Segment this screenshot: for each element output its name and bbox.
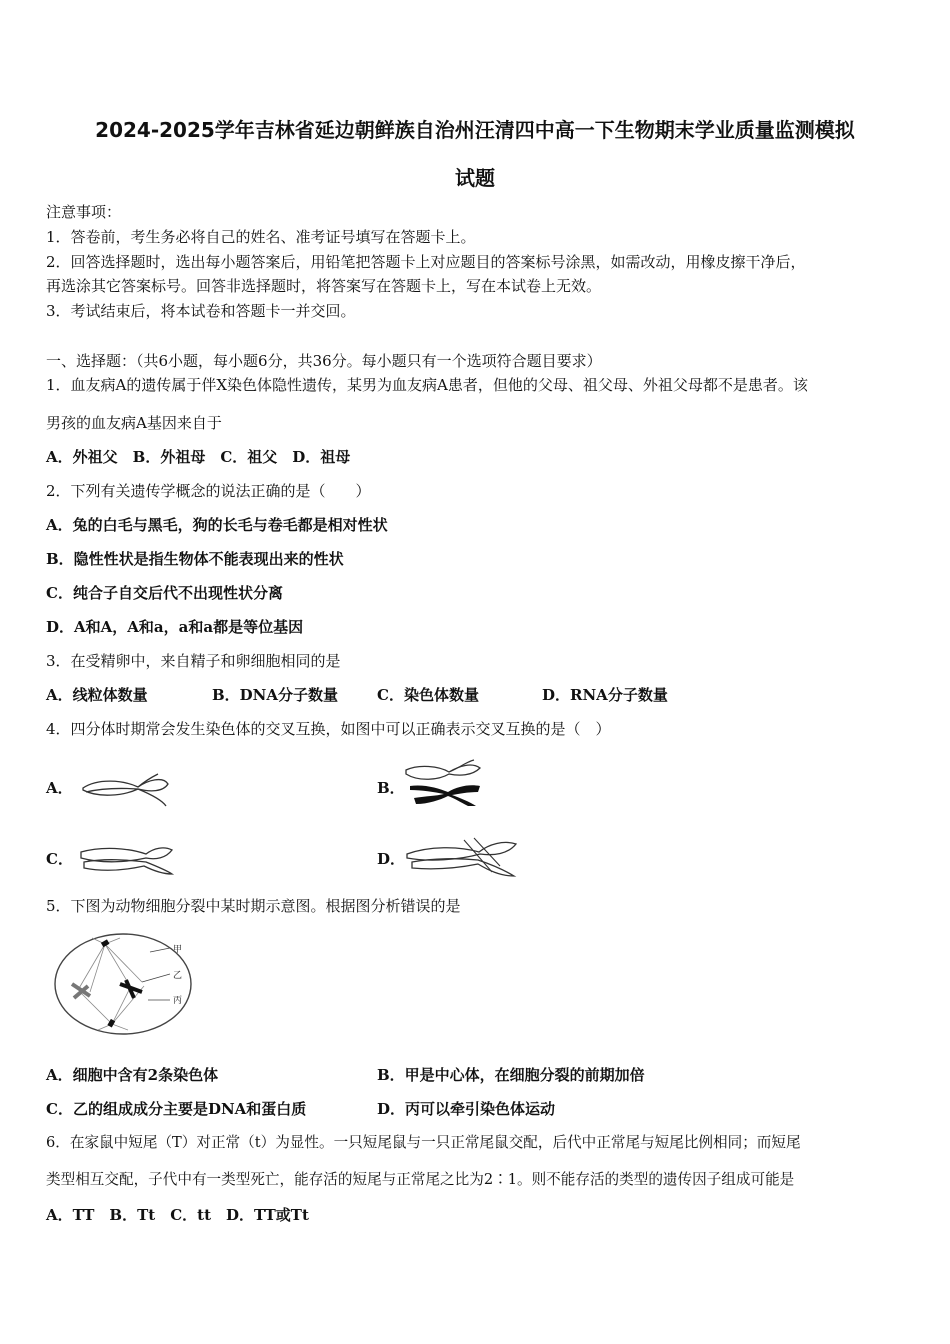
exam-title: 2024-2025学年吉林省延边朝鲜族自治州汪清四中高一下生物期末学业质量监测模拟 — [95, 118, 855, 142]
q3-stem: 3．在受精卵中，来自精子和卵细胞相同的是 — [46, 652, 341, 670]
q4-figure-a — [78, 770, 173, 810]
q2-option-c: C．纯合子自交后代不出现性状分离 — [46, 584, 283, 602]
q2-stem: 2．下列有关遗传学概念的说法正确的是（ ） — [46, 482, 371, 500]
notice-item-2-cont: 再选涂其它答案标号。回答非选择题时，将答案写在答题卡上，写在本试卷上无效。 — [46, 277, 602, 295]
q3-option-b: B．DNA分子数量 — [212, 686, 339, 704]
q6-stem-cont: 类型相互交配，子代中有一类型死亡，能存活的短尾与正常尾之比为2∶1。则不能存活的类型的遗传因子组成可能是 — [46, 1171, 795, 1188]
q4-figure-b — [404, 758, 484, 808]
q4-option-d-label: D． — [377, 850, 406, 868]
q5-option-c: C．乙的组成成分主要是DNA和蛋白质 — [46, 1100, 307, 1118]
q2-option-d: D．A和A，A和a，a和a都是等位基因 — [46, 618, 304, 636]
q5-option-a: A．细胞中含有2条染色体 — [46, 1066, 219, 1084]
q6-options: A．TT B．Tt C．tt D．TT或Tt — [46, 1206, 309, 1224]
q5-stem: 5．下图为动物细胞分裂中某时期示意图。根据图分析错误的是 — [46, 897, 461, 915]
q5-option-d: D．丙可以牵引染色体运动 — [377, 1100, 556, 1118]
q4-option-a-label: A． — [46, 779, 73, 797]
q2-option-a: A．兔的白毛与黑毛，狗的长毛与卷毛都是相对性状 — [46, 516, 388, 534]
section-heading: 一、选择题：（共6小题，每小题6分，共36分。每小题只有一个选项符合题目要求） — [46, 352, 602, 370]
q4-stem: 4．四分体时期常会发生染色体的交叉互换，如图中可以正确表示交叉互换的是（ ） — [46, 720, 611, 738]
q3-option-d: D．RNA分子数量 — [542, 686, 668, 704]
label-yi: 乙 — [173, 971, 183, 981]
q4-option-c-label: C． — [46, 850, 73, 868]
q1-stem-cont: 男孩的血友病A基因来自于 — [46, 414, 222, 432]
label-bing: 丙 — [173, 996, 183, 1006]
notice-item-2: 2．回答选择题时，选出每小题答案后，用铅笔把答题卡上对应题目的答案标号涂黑，如需改动，用橡皮擦干净后， — [46, 253, 806, 271]
q1-options: A．外祖父 B．外祖母 C．祖父 D．祖母 — [46, 448, 351, 466]
q4-option-b-label: B． — [377, 779, 405, 797]
q5-option-b: B．甲是中心体，在细胞分裂的前期加倍 — [377, 1066, 645, 1084]
notice-item-3: 3．考试结束后，将本试卷和答题卡一并交回。 — [46, 302, 356, 320]
q4-figure-c — [78, 838, 178, 878]
q3-option-c: C．染色体数量 — [377, 686, 479, 704]
label-jia: 甲 — [173, 945, 183, 955]
notice-heading: 注意事项： — [46, 203, 122, 221]
notice-item-1: 1．答卷前，考生务必将自己的姓名、准考证号填写在答题卡上。 — [46, 228, 476, 246]
q3-option-a: A．线粒体数量 — [46, 686, 148, 704]
q2-option-b: B．隐性性状是指生物体不能表现出来的性状 — [46, 550, 344, 568]
q5-cell-figure — [50, 930, 210, 1040]
q4-figure-d — [404, 832, 519, 880]
exam-title-line2: 试题 — [455, 166, 495, 190]
q6-stem: 6．在家鼠中短尾（T）对正常（t）为显性。一只短尾鼠与一只正常尾鼠交配，后代中正常尾与短尾比例相同；而短尾 — [46, 1134, 801, 1151]
q1-stem: 1．血友病A的遗传属于伴X染色体隐性遗传，某男为血友病A患者，但他的父母、祖父母、外祖父母都不是患者。该 — [46, 376, 808, 394]
